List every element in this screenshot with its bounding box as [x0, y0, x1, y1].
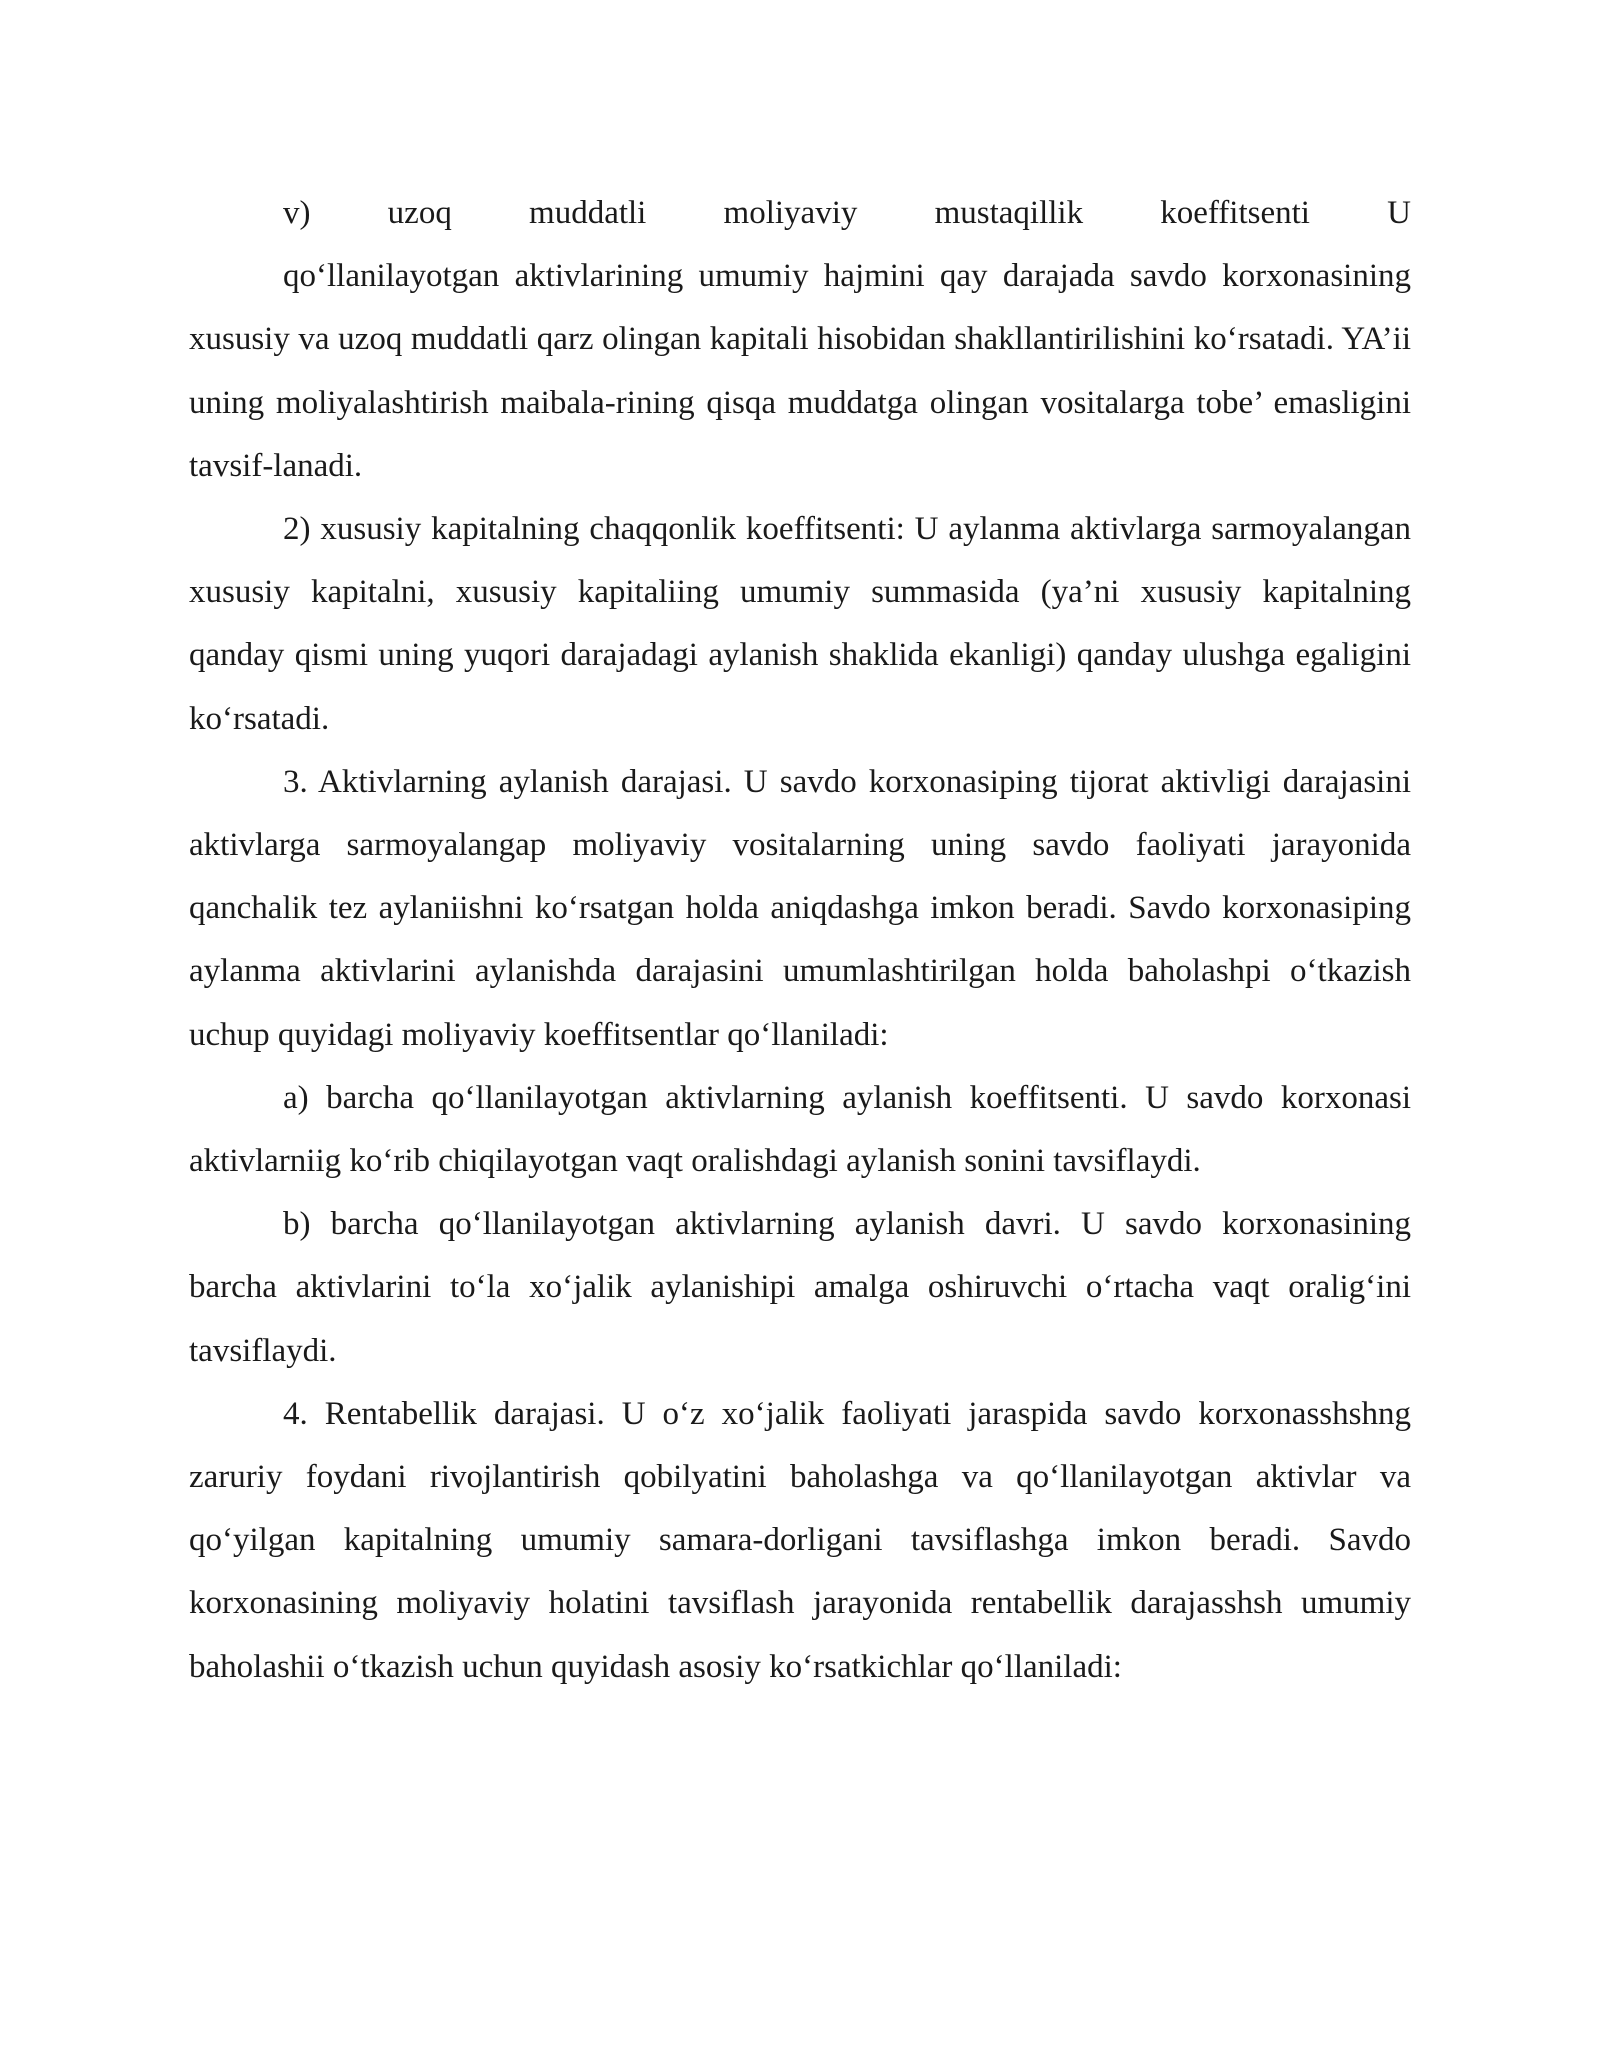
paragraph-6: b) barcha qo‘llanilayotgan aktivlarning aylanish davri. U savdo korxonasining barcha aktivlarini to‘la xo‘jalik aylanishipi amalga oshiruvchi o‘rtacha vaqt oralig‘ini tavsiflaydi.: [189, 1206, 1411, 1369]
body-text: [189, 182, 1411, 1699]
paragraph-3: 2) xususiy kapitalning chaqqonlik koeffitsenti: U aylanma aktivlarga sarmoyalangan xususiy kapitalni, xususiy kapitaliing umumiy summasida (ya’ni xususiy kapitalning qanday qismi uning yuqori darajadagi aylanish shaklida ekanligi) qanday ulushga egaligini ko‘rsatadi.: [189, 511, 1411, 737]
paragraph-4: 3. Aktivlarning aylanish darajasi. U savdo korxonasiping tijorat aktivligi darajasini aktivlarga sarmoyalangap moliyaviy vositalarning uning savdo faoliyati jarayonida qanchalik tez aylaniishni ko‘rsatgan holda aniqdashga imkon beradi. Savdo korxonasiping aylanma aktivlarini aylanishda darajasini umumlashtirilgan holda baholashpi o‘tkazish uchup quyidagi moliyaviy koeffitsentlar qo‘llaniladi:: [189, 763, 1411, 1053]
paragraph-7: 4. Rentabellik darajasi. U o‘z xo‘jalik faoliyati jaraspida savdo korxonasshshng zaruriy foydani rivojlantirish qobilyatini baholashga va qo‘llanilayotgan aktivlar va qo‘yilgan kapitalning umumiy samara-dorligani tavsiflashga imkon beradi. Savdo korxonasining moliyaviy holatini tavsiflash jarayonida rentabellik darajasshsh umumiy baholashii o‘tkazish uchun quyidash asosiy ko‘rsatkichlar qo‘llaniladi:: [189, 1395, 1411, 1685]
paragraph-1: v) uzoq muddatli moliyaviy mustaqillik koeffitsenti U: [283, 195, 1411, 231]
paragraph-5: a) barcha qo‘llanilayotgan aktivlarning aylanish koeffitsenti. U savdo korxonasi aktivlarniig ko‘rib chiqilayotgan vaqt oralishdagi aylanish sonini tavsiflaydi.: [189, 1079, 1411, 1180]
paragraph-2: qo‘llanilayotgan aktivlarining umumiy hajmini qay darajada savdo korxonasining xususiy va uzoq muddatli qarz olingan kapitali hisobidan shakllantirilishini ko‘rsatadi. YA’ii uning moliyalashtirish maibala-rining qisqa muddatga olingan vositalarga tobe’ emasligini tavsif-lanadi.: [189, 258, 1411, 484]
